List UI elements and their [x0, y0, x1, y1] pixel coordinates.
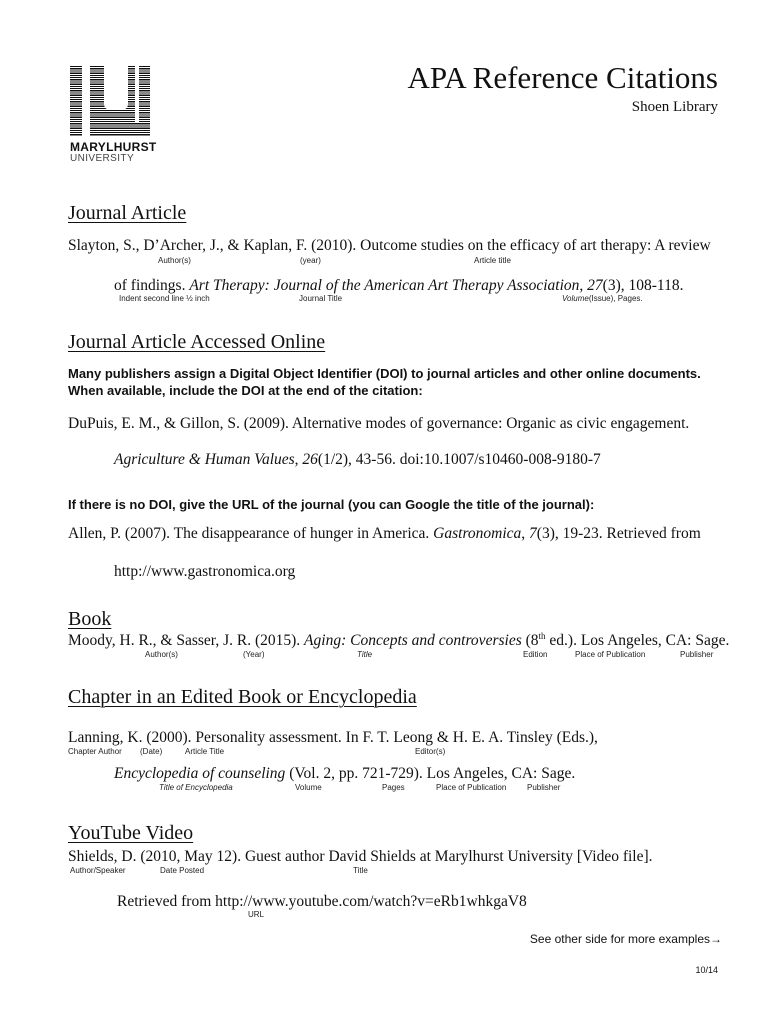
- allen-volume-italic: 7: [529, 525, 537, 542]
- chapter-citation-line1: Lanning, K. (2000). Personality assessment. In F. T. Leong & H. E. A. Tinsley (Eds.),: [68, 729, 598, 746]
- label-authors: Author(s): [158, 256, 191, 265]
- more-examples-note: See other side for more examples→: [529, 932, 722, 946]
- label-book-title-text: Title: [357, 650, 373, 659]
- label-chapter-publisher: Publisher: [527, 783, 561, 792]
- label-date-posted: Date Posted: [160, 866, 205, 875]
- book-authors-year: Moody, H. R., & Sasser, J. R. (2015).: [68, 632, 305, 649]
- label-encyclopedia-title-text: Title of Encyclopedia: [159, 783, 233, 792]
- online-citation-line2: [114, 451, 601, 469]
- online-journal-italic: Agriculture & Human Values: [114, 451, 295, 468]
- chapter-citation-line2: [114, 765, 575, 783]
- book-title-italic: Aging: Concepts and controversies: [304, 632, 522, 649]
- youtube-citation-line1: Shields, D. (2010, May 12). Guest author David Shields at Marylhurst University [Video file].: [68, 848, 653, 865]
- encyclopedia-title-italic: Encyclopedia of counseling: [114, 765, 286, 782]
- label-volume-issue-pages: [562, 294, 643, 303]
- label-year: (year): [300, 256, 321, 265]
- label-book-title: [357, 650, 372, 659]
- label-chapter-place: Place of Publication: [436, 783, 507, 792]
- label-chapter-author: Chapter Author: [68, 747, 122, 756]
- label-book-publisher: Publisher: [680, 650, 714, 659]
- logo-text-marylhurst: MARYLHURST: [70, 140, 157, 154]
- label-chapter-pages: Pages: [382, 783, 405, 792]
- section-heading-youtube: YouTube Video: [68, 822, 194, 844]
- label-book-authors: Author(s): [145, 650, 178, 659]
- journal-citation-line1: Slayton, S., D’Archer, J., & Kaplan, F. (2010). Outcome studies on the efficacy of art therapy: A review: [68, 237, 711, 254]
- label-youtube-title: Title: [353, 866, 368, 875]
- section-heading-chapter: Chapter in an Edited Book or Encyclopedia: [68, 686, 417, 708]
- logo-mark-cutout: [104, 66, 128, 110]
- no-doi-note: If there is no DOI, give the URL of the journal (you can Google the title of the journal):: [68, 497, 595, 512]
- allen-citation-line1: [68, 525, 701, 543]
- book-edition-open: (8: [521, 632, 539, 649]
- label-speaker: Author/Speaker: [70, 866, 126, 875]
- section-heading-book: Book: [68, 608, 112, 630]
- online-citation-line1: DuPuis, E. M., & Gillon, S. (2009). Alternative modes of governance: Organic as civic engagement.: [68, 415, 690, 432]
- section-heading-journal-article: Journal Article: [68, 202, 187, 224]
- allen-issue-retrieved: (3), 19-23. Retrieved from: [536, 525, 701, 542]
- online-issue-doi: (1/2), 43-56. doi:10.1007/s10460-008-9180-7: [317, 451, 601, 468]
- label-indent: Indent second line ½ inch: [119, 294, 210, 303]
- page-subtitle: Shoen Library: [631, 99, 718, 115]
- allen-journal-italic: Gastronomica: [433, 525, 522, 542]
- label-book-place: Place of Publication: [575, 650, 646, 659]
- label-article-title: Article title: [474, 256, 511, 265]
- page-title: APA Reference Citations: [407, 60, 718, 95]
- book-edition-sup: th: [538, 630, 546, 641]
- label-chapter-article-title: Article Title: [185, 747, 225, 756]
- label-book-edition: Edition: [523, 650, 548, 659]
- label-url: URL: [248, 910, 265, 919]
- book-edition-publisher: ed.). Los Angeles, CA: Sage.: [545, 632, 730, 649]
- allen-text: Allen, P. (2007). The disappearance of hunger in America.: [68, 525, 434, 542]
- label-chapter-volume: Volume: [295, 783, 322, 792]
- label-issue-pages: (Issue), Pages.: [588, 294, 643, 303]
- youtube-citation-line2: Retrieved from http://www.youtube.com/watch?v=eRb1whkgaV8: [117, 893, 527, 910]
- journal-citation-line2: [114, 277, 683, 295]
- logo-text-university: UNIVERSITY: [70, 153, 135, 164]
- revision-date: 10/14: [695, 965, 718, 975]
- label-volume: Volume: [562, 294, 589, 303]
- label-encyclopedia-title: [159, 783, 233, 792]
- marylhurst-logo: [70, 66, 157, 164]
- label-book-year: (Year): [243, 650, 265, 659]
- online-volume-italic: 26: [302, 451, 318, 468]
- doi-note: Many publishers assign a Digital Object Identifier (DOI) to journal articles and other online documents. When available, include the DOI at the end of the citation:: [68, 366, 701, 398]
- section-heading-journal-online: Journal Article Accessed Online: [68, 331, 326, 353]
- journal-line2-text: of findings.: [114, 277, 190, 294]
- allen-comma: ,: [521, 525, 530, 542]
- online-comma: ,: [294, 451, 303, 468]
- logo-mark-cutout-right: [135, 66, 139, 122]
- journal-line2-issue: (3), 108-118.: [602, 277, 684, 294]
- label-chapter-editors: Editor(s): [415, 747, 446, 756]
- chapter-volume-publisher: (Vol. 2, pp. 721-729). Los Angeles, CA: Sage.: [285, 765, 576, 782]
- allen-url: http://www.gastronomica.org: [114, 563, 296, 580]
- label-journal-title: Journal Title: [299, 294, 343, 303]
- logo-mark-left-bar: [70, 66, 82, 136]
- label-chapter-date: (Date): [140, 747, 163, 756]
- book-citation: [68, 632, 729, 650]
- journal-title-italic: Art Therapy: Journal of the American Art Therapy Association, 27: [189, 277, 603, 294]
